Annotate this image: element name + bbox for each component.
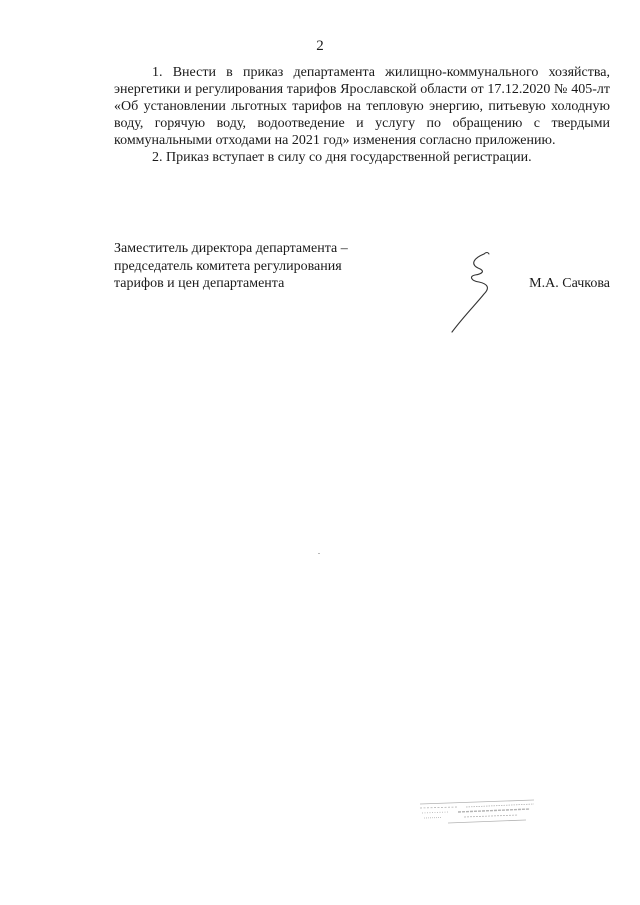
registration-stamp-mark (418, 792, 536, 832)
handwritten-signature (444, 244, 514, 340)
paragraph-effective-date: 2. Приказ вступает в силу со дня государственной регистрации. (152, 150, 532, 165)
signer-title-line: Заместитель директора департамента – (114, 241, 348, 256)
signature-block (114, 240, 610, 340)
document-body (114, 64, 610, 166)
signer-title-line: тарифов и цен департамента (114, 276, 285, 291)
scan-speck (318, 553, 320, 554)
page-number: 2 (316, 38, 324, 54)
signer-title (114, 240, 348, 293)
signer-name: М.А. Сачкова (529, 276, 610, 291)
signer-title-line: председатель комитета регулирования (114, 258, 342, 274)
paragraph-amendment: 1. Внести в приказ департамента жилищно-коммунального хозяйства, энергетики и регулирования тарифов Ярославской области от 17.12.2020 № 405-лт «Об установлении льготных тарифов на тепловую энергию, питьевую холодную воду, горячую воду, водоотведение и услугу по обращению с твердыми коммунальными отходами на 2021 год» изменения согласно приложению. (114, 65, 610, 148)
